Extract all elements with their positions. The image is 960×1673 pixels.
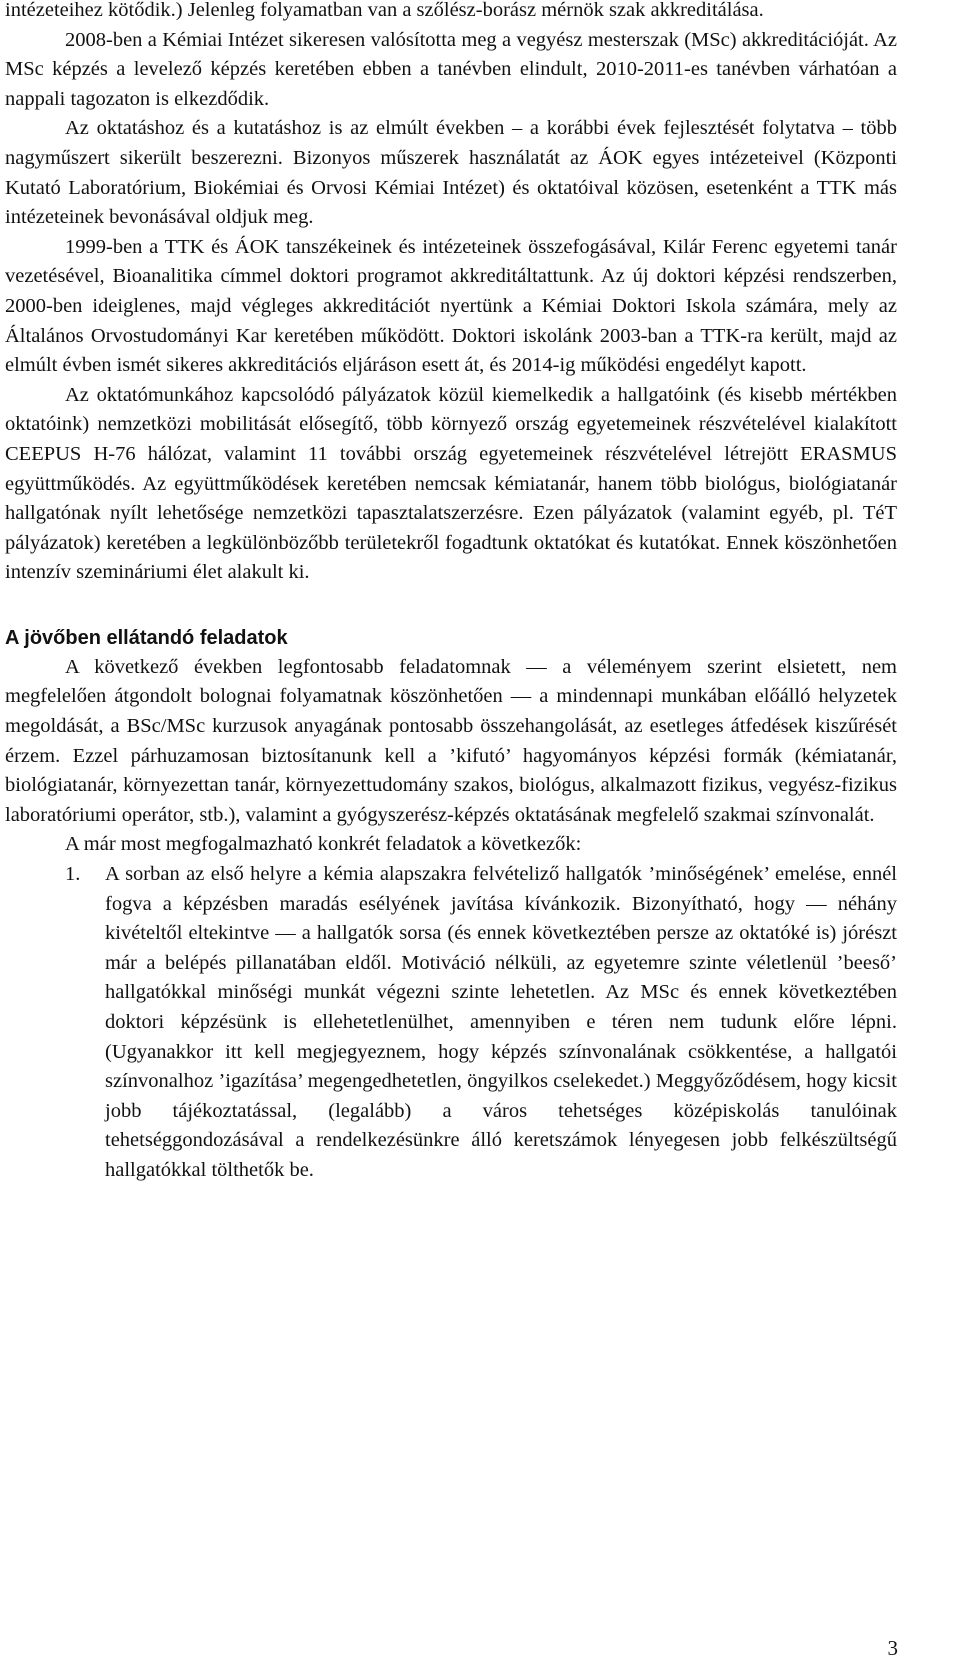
paragraph-msc-accreditation: 2008-ben a Kémiai Intézet sikeresen valósította meg a vegyész mesterszak (MSc) akkreditációját. Az MSc képzés a levelező képzés keretében ebben a tanévben elindult, 2010-2011-es tanévben várhatóan a nappali tagozaton is elkezdődik. — [5, 28, 897, 110]
paragraph-mobility-grants: Az oktatómunkához kapcsolódó pályázatok közül kiemelkedik a hallgatóink (és kisebb mértékben oktatóink) nemzetközi mobilitását elősegítő, több környező ország egyetemeinek részvételével kialakított CEEPUS H-76 hálózat, valamint 11 további ország egyetemeinek részvételével létrejött ERASMUS együttműködés. Az együttműködések keretében nemcsak kémiatanár, hanem több biológus, biológiatanár hallgatónak nyílt lehetősége nemzetközi tapasztalatszerzésre. Ezen pályázatok (valamint egyéb, pl. TéT pályázatok) keretében a legkülönbözőbb területekről fogadtunk oktatókat és kutatókat. Ennek köszönhetően intenzív szemináriumi élet alakult ki. — [5, 383, 897, 584]
document-body — [5, 0, 897, 1186]
paragraph-future-tasks: A következő években legfontosabb feladatomnak — a véleményem szerint elsietett, nem megfelelően átgondolt bolognai folyamatnak köszönhetően — a mindennapi munkában előálló helyzetek megoldását, a BSc/MSc kurzusok anyagának pontosabb összehangolását, az esetleges átfedések kiszűrését érzem. Ezzel párhuzamosan biztosítanunk kell a ’kifutó’ hagyományos képzési formák (kémiatanár, biológiatanár, környezettan tanár, környezettudomány szakos, biológus, alkalmazott fizikus, vegyész-fizikus laboratóriumi operátor, stb.), valamint a gyógyszerész-képzés oktatásának megfelelő szakmai színvonalát. — [5, 655, 897, 826]
list-item — [5, 860, 897, 1186]
paragraph-task-intro: A már most megfogalmazható konkrét feladatok a következők: — [65, 833, 582, 856]
paragraph-doctoral-program: 1999-ben a TTK és ÁOK tanszékeinek és intézeteinek összefogásával, Kilár Ferenc egyetemi tanár vezetésével, Bioanalitika címmel doktori programot akkreditáltattunk. Az új doktori képzési rendszerben, 2000-ben ideiglenes, majd végleges akkreditációt nyertünk a Kémiai Doktori Iskola számára, mely az Általános Orvostudományi Kar keretében működött. Doktori iskolánk 2003-ban a TTK-ra került, majd az elmúlt évben ismét sikeres akkreditációs eljáráson esett át, és 2014-ig működési engedélyt kapott. — [5, 235, 897, 377]
list-item-text: A sorban az első helyre a kémia alapszakra felvételiző hallgatók ’minőségének’ emelése, ennél fogva a képzésben maradás esélyének javítása kívánkozik. Bizonyítható, hogy — néhány kivételtől eltekintve — a hallgatók sorsa (és ennek következtében persze az oktatóké is) jórészt már a belépés pillanatában eldől. Motiváció nélküli, az egyetemre szinte véletlenül ’beeső’ hallgatókkal minőségi munkát végezni szinte lehetetlen. Az MSc és ennek következtében doktori képzésünk is ellehetetlenülhet, amennyiben e téren nem tudunk előre lépni. (Ugyanakkor itt kell megjegyeznem, hogy képzés színvonalának csökkentése, a hallgatói színvonalhoz ’igazítása’ megengedhetetlen, öngyilkos cselekedet.) Meggyőződésem, hogy kicsit jobb tájékoztatással, (legalább) a város tehetséges középiskolás tanulóinak tehetséggondozásával a rendelkezésünkre álló keretszámok lényegesen jobb felkészültségű hallgatókkal tölthetők be. — [105, 863, 897, 1181]
paragraph-instruments: Az oktatáshoz és a kutatáshoz is az elmúlt években – a korábbi évek fejlesztését folytatva – több nagyműszert sikerült beszerezni. Bizonyos műszerek használatát az ÁOK egyes intézeteivel (Központi Kutató Laboratórium, Biokémiai és Orvosi Kémiai Intézet) és oktatóival közösen, esetenként a TTK más intézeteinek bevonásával oldjuk meg. — [5, 117, 897, 229]
page-number: 3 — [887, 1636, 898, 1660]
list-item-number: 1. — [65, 863, 81, 886]
section-heading: A jövőben ellátandó feladatok — [5, 626, 288, 649]
paragraph-accreditation-wine: intézeteihez kötődik.) Jelenleg folyamatban van a szőlész-borász mérnök szak akkreditálása. — [5, 0, 764, 21]
